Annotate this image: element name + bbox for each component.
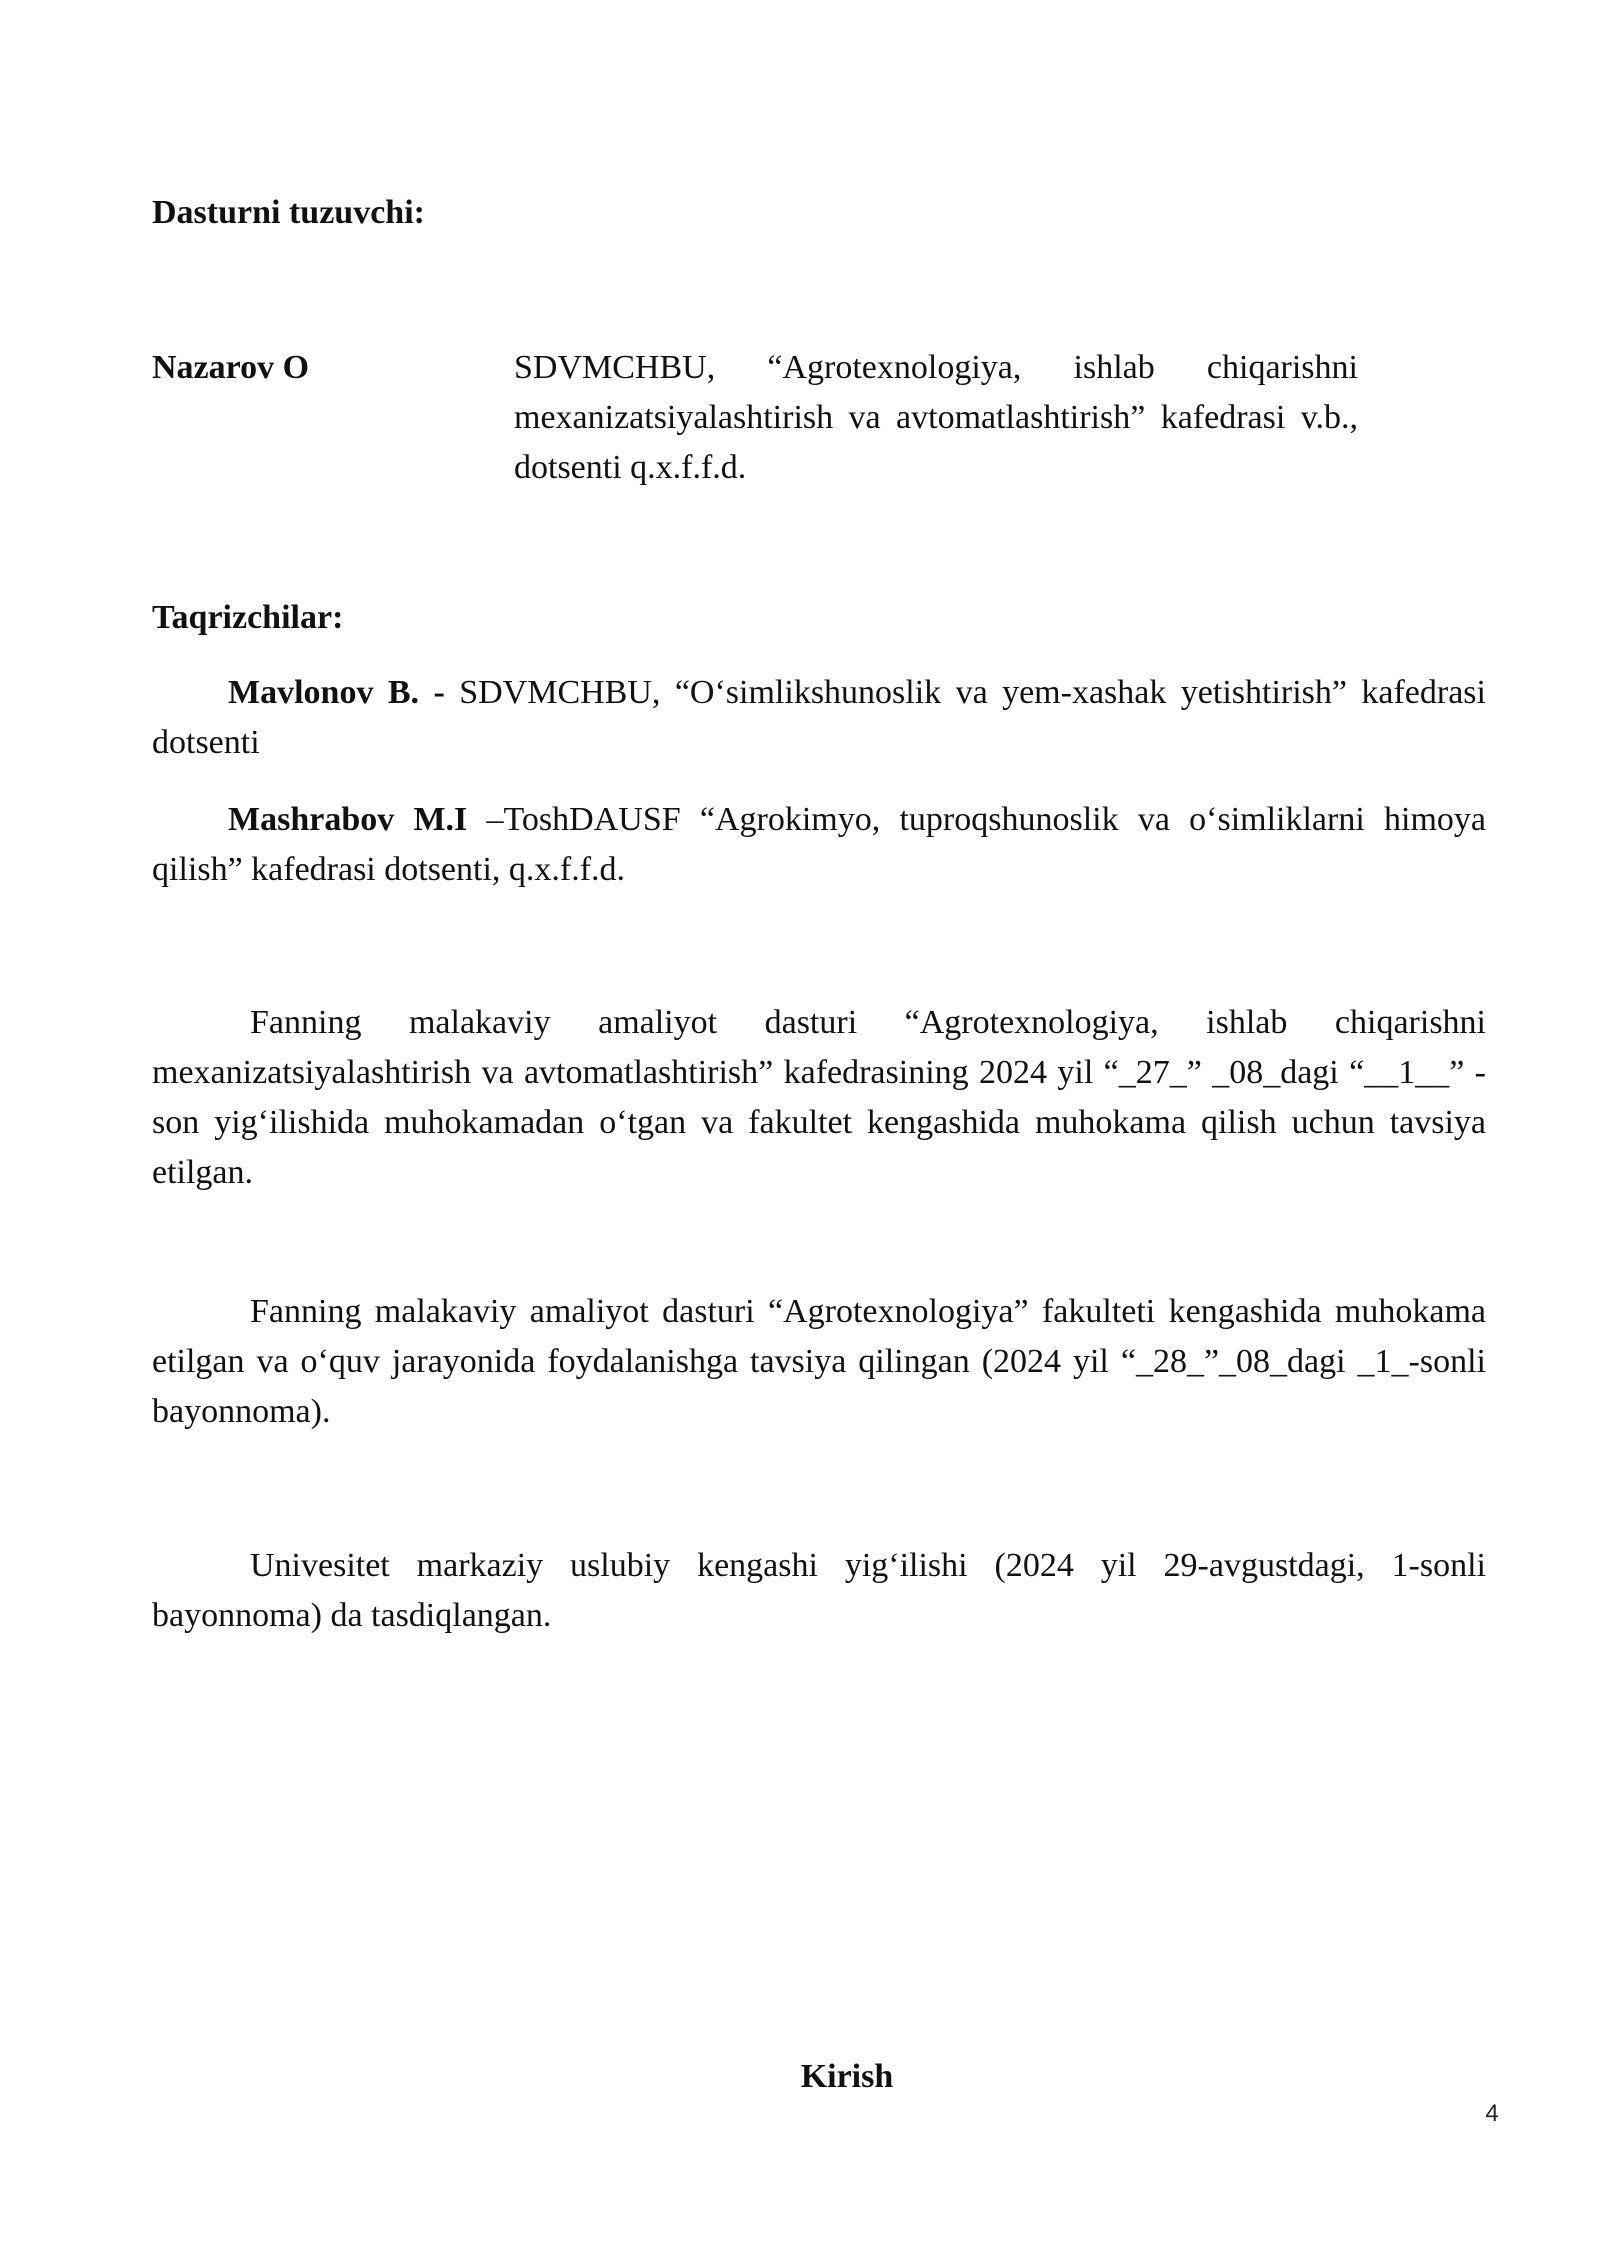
approval-paragraph: Univesitet markaziy uslubiy kengashi yig‘ilishi (2024 yil 29-avgustdagi, 1-sonli bayonnoma) da tasdiqlangan.: [152, 1547, 1486, 1634]
reviewer-affiliation: ToshDAUSF “Agrokimyo, tuproqshunoslik va o‘simliklarni himoya qilish” kafedrasi dotsenti, q.x.f.f.d.: [152, 801, 1486, 888]
reviewer-entry: [152, 668, 1486, 768]
approval-paragraph: Fanning malakaviy amaliyot dasturi “Agrotexnologiya” fakulteti kengashida muhokama etilgan va o‘quv jarayonida foydalanishga tavsiya qilingan (2024 yil “_28_”_08_dagi _1_-sonli bayonnoma).: [152, 1293, 1486, 1430]
section-heading-intro: Kirish: [800, 2058, 894, 2095]
reviewer-entry: [152, 795, 1486, 895]
compiler-affiliation: SDVMCHBU, “Agrotexnologiya, ishlab chiqarishni mexanizatsiyalashtirish va avtomatlashtirish” kafedrasi v.b., dotsenti q.x.f.f.d.: [514, 349, 1358, 486]
reviewers-heading: Taqrizchilar:: [152, 599, 344, 636]
compiler-heading: Dasturni tuzuvchi:: [152, 194, 425, 231]
approval-paragraph: Fanning malakaviy amaliyot dasturi “Agrotexnologiya, ishlab chiqarishni mexanizatsiyalashtirish va avtomatlashtirish” kafedrasining 2024 yil “_27_” _08_dagi “__1__” - son yig‘ilishida muhokamadan o‘tgan va fakultet kengashida muhokama qilish uchun tavsiya etilgan.: [152, 1004, 1486, 1191]
reviewer-separator: -: [419, 674, 460, 711]
reviewer-separator: –: [467, 801, 504, 838]
reviewer-affiliation: SDVMCHBU, “O‘simlikshunoslik va yem-xashak yetishtirish” kafedrasi dotsenti: [152, 674, 1486, 761]
reviewer-name: Mashrabov M.I: [228, 801, 468, 838]
reviewer-name: Mavlonov B.: [228, 674, 420, 711]
page-number: 4: [1485, 2100, 1499, 2127]
compiler-name: Nazarov O: [152, 349, 310, 386]
